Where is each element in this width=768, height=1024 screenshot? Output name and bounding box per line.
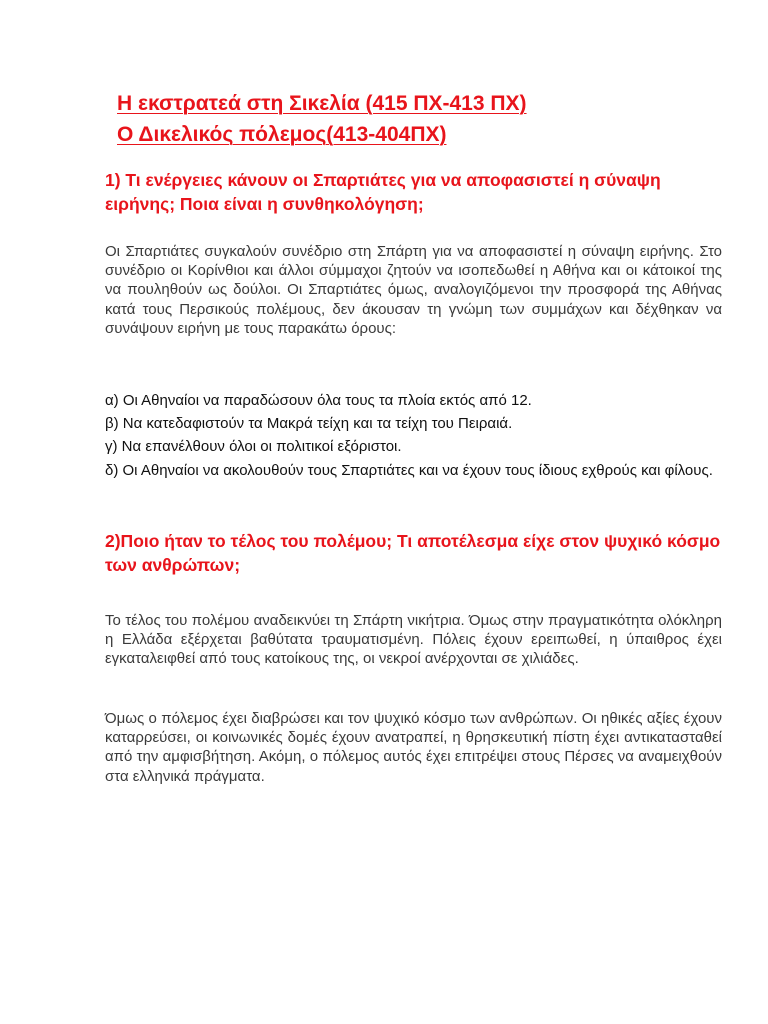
list-item: δ) Οι Αθηναίοι να ακολουθούν τους Σπαρτιάτες και να έχουν τους ίδιους εχθρούς και φίλους. bbox=[105, 461, 713, 479]
document-title bbox=[117, 88, 677, 150]
list-item: γ) Να επανέλθουν όλοι οι πολιτικοί εξόριστοι. bbox=[105, 438, 402, 456]
peace-terms-list bbox=[105, 391, 722, 484]
answer-2-paragraph-1: Το τέλος του πολέμου αναδεικνύει τη Σπάρτη νικήτρια. Όμως στην πραγματικότητα ολόκληρη η Ελλάδα εξέρχεται βαθύτατα τραυματισμένη. Πόλεις έχουν ερειπωθεί, η ύπαιθρος έχει εγκαταλειφθεί από τους κατοίκους της, οι νεκροί ανέρχονται σε χιλιάδες. bbox=[105, 612, 722, 668]
title-line-1: Η εκστρατεά στη Σικελία (415 ΠΧ-413 ΠΧ) bbox=[117, 92, 527, 115]
answer-1-paragraph: Οι Σπαρτιάτες συγκαλούν συνέδριο στη Σπάρτη για να αποφασιστεί η σύναψη ειρήνης. Στο συνέδριο οι Κορίνθιοι και άλλοι σύμμαχοι ζητούν να ισοπεδωθεί η Αθήνα και οι κάτοικοί της να πουληθούν ως δούλοι. Οι Σπαρτιάτες όμως, αναλογιζόμενοι την προσφορά της Αθήνας κατά τους Περσικούς πολέμους, δεν άκουσαν τη γνώμη των συμμάχων και δέχθηκαν να συνάψουν ειρήνη με τους παρακάτω όρους: bbox=[105, 243, 722, 337]
list-item: α) Οι Αθηναίοι να παραδώσουν όλα τους τα πλοία εκτός από 12. bbox=[105, 392, 532, 409]
answer-2-paragraph-2: Όμως ο πόλεμος έχει διαβρώσει και τον ψυχικό κόσμο των ανθρώπων. Οι ηθικές αξίες έχουν καταρρεύσει, οι κοινωνικές δομές έχουν ανατραπεί, η θρησκευτική πίστη έχει αντικατασταθεί από την αμφισβήτηση. Ακόμη, ο πόλεμος αυτός έχει επιτρέψει στους Πέρσες να αναμειχθούν στα ελληνικά πράγματα. bbox=[105, 710, 722, 785]
question-1-heading: 1) Τι ενέργειες κάνουν οι Σπαρτιάτες για να αποφασιστεί η σύναψη ειρήνης; Ποια είναι η συνθηκολόγηση; bbox=[105, 170, 661, 214]
list-item: β) Να κατεδαφιστούν τα Μακρά τείχη και τα τείχη του Πειραιά. bbox=[105, 415, 513, 433]
question-2-heading: 2)Ποιο ήταν το τέλος του πολέμου; Τι αποτέλεσμα είχε στον ψυχικό κόσμο των ανθρώπων; bbox=[105, 531, 721, 575]
title-line-2: Ο Δικελικός πόλεμος(413-404ΠΧ) bbox=[117, 123, 447, 146]
